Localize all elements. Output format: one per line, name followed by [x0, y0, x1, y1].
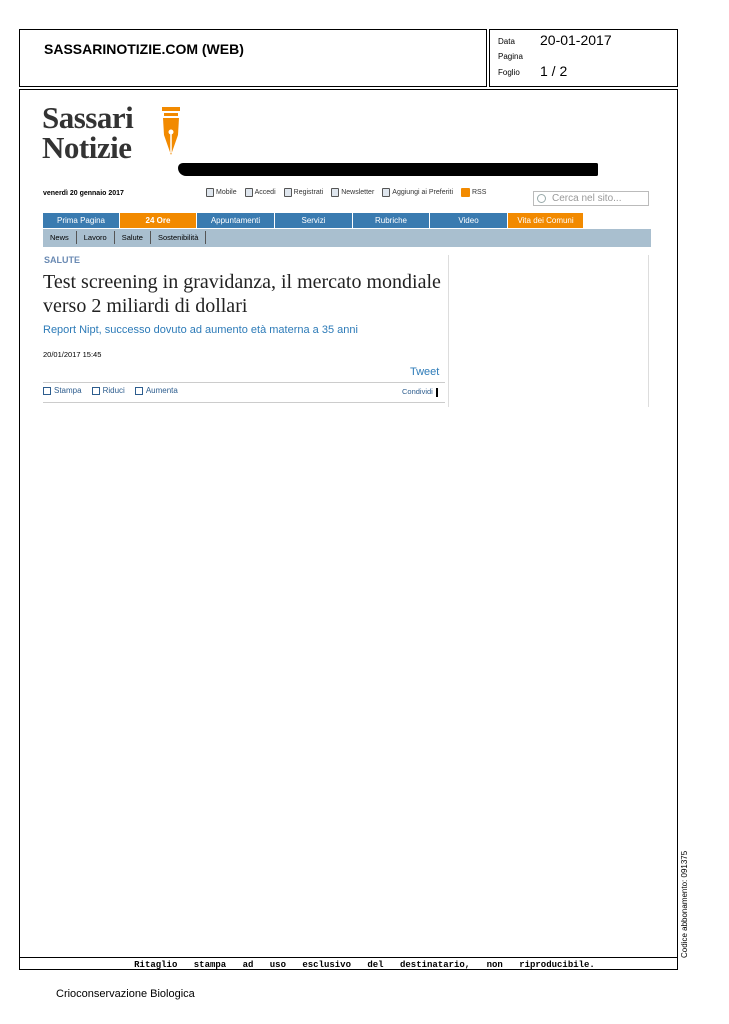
pen-nib-icon [156, 105, 186, 161]
web-clipping [38, 97, 651, 409]
mobile-icon [206, 188, 214, 197]
source-box [19, 29, 487, 87]
tweet-button[interactable]: Tweet [410, 366, 440, 378]
redaction-bar [178, 163, 598, 176]
subnav-salute[interactable]: Salute [115, 231, 151, 244]
nav-video[interactable]: Video [430, 213, 508, 228]
form-icon [284, 188, 292, 197]
search-icon [537, 194, 546, 203]
print-button[interactable]: Stampa [43, 386, 82, 395]
top-links [206, 188, 486, 197]
subnav-lavoro[interactable]: Lavoro [77, 231, 115, 244]
text-smaller-icon [92, 387, 100, 395]
logo-line-1: Sassari [42, 100, 134, 135]
tools-bottom-divider [43, 402, 445, 403]
nav-servizi[interactable]: Servizi [275, 213, 353, 228]
meta-box [489, 29, 678, 87]
article-timestamp: 20/01/2017 15:45 [43, 350, 102, 359]
article-subtitle: Report Nipt, successo dovuto ad aumento età materna a 35 anni [43, 324, 358, 336]
reduce-text-button[interactable]: Riduci [92, 386, 125, 395]
data-label: Data [498, 37, 515, 46]
article-title: Test screening in gravidanza, il mercato mondiale verso 2 miliardi di dollari [43, 271, 441, 317]
foglio-value: 1 / 2 [540, 63, 568, 79]
main-nav [43, 213, 584, 228]
pagina-label: Pagina [498, 52, 523, 61]
subscription-code: Codice abbonamento: 091375 [680, 850, 689, 958]
tools-divider [43, 382, 445, 383]
nav-24-ore[interactable]: 24 Ore [120, 213, 197, 228]
clipping-disclaimer: Ritaglio stampa ad uso esclusivo del destinatario, non riproducibile. [134, 960, 595, 970]
site-date: venerdì 20 gennaio 2017 [43, 190, 124, 197]
page-caption: Crioconservazione Biologica [56, 988, 195, 1000]
column-divider-right [648, 255, 649, 407]
newsletter-link[interactable]: Newsletter [331, 188, 374, 197]
enlarge-text-button[interactable]: Aumenta [135, 386, 178, 395]
nav-vita-dei-comuni[interactable]: Vita dei Comuni [508, 213, 584, 228]
rss-link[interactable]: RSS [461, 188, 486, 197]
source-name: SASSARINOTIZIE.COM (WEB) [44, 41, 244, 57]
article-kicker: SALUTE [44, 255, 80, 265]
site-logo[interactable] [42, 100, 134, 165]
subnav-news[interactable]: News [43, 231, 77, 244]
logo-line-2: Notizie [42, 130, 132, 165]
bookmark-icon [382, 188, 390, 197]
article-tools [43, 386, 178, 395]
user-icon [245, 188, 253, 197]
data-value: 20-01-2017 [540, 32, 612, 48]
share-button[interactable]: Condividi [402, 387, 438, 397]
foglio-label: Foglio [498, 68, 520, 77]
printer-icon [43, 387, 51, 395]
rss-icon [461, 188, 470, 197]
mobile-link[interactable]: Mobile [206, 188, 237, 197]
search-input[interactable]: Cerca nel sito... [533, 191, 649, 206]
register-link[interactable]: Registrati [284, 188, 324, 197]
subnav [43, 231, 206, 244]
nav-prima-pagina[interactable]: Prima Pagina [43, 213, 120, 228]
text-larger-icon [135, 387, 143, 395]
nav-appuntamenti[interactable]: Appuntamenti [197, 213, 275, 228]
favorites-link[interactable]: Aggiungi ai Preferiti [382, 188, 453, 197]
newsletter-icon [331, 188, 339, 197]
column-divider [448, 255, 449, 407]
login-link[interactable]: Accedi [245, 188, 276, 197]
nav-rubriche[interactable]: Rubriche [353, 213, 430, 228]
subnav-sostenibilita[interactable]: Sostenibilità [151, 231, 206, 244]
